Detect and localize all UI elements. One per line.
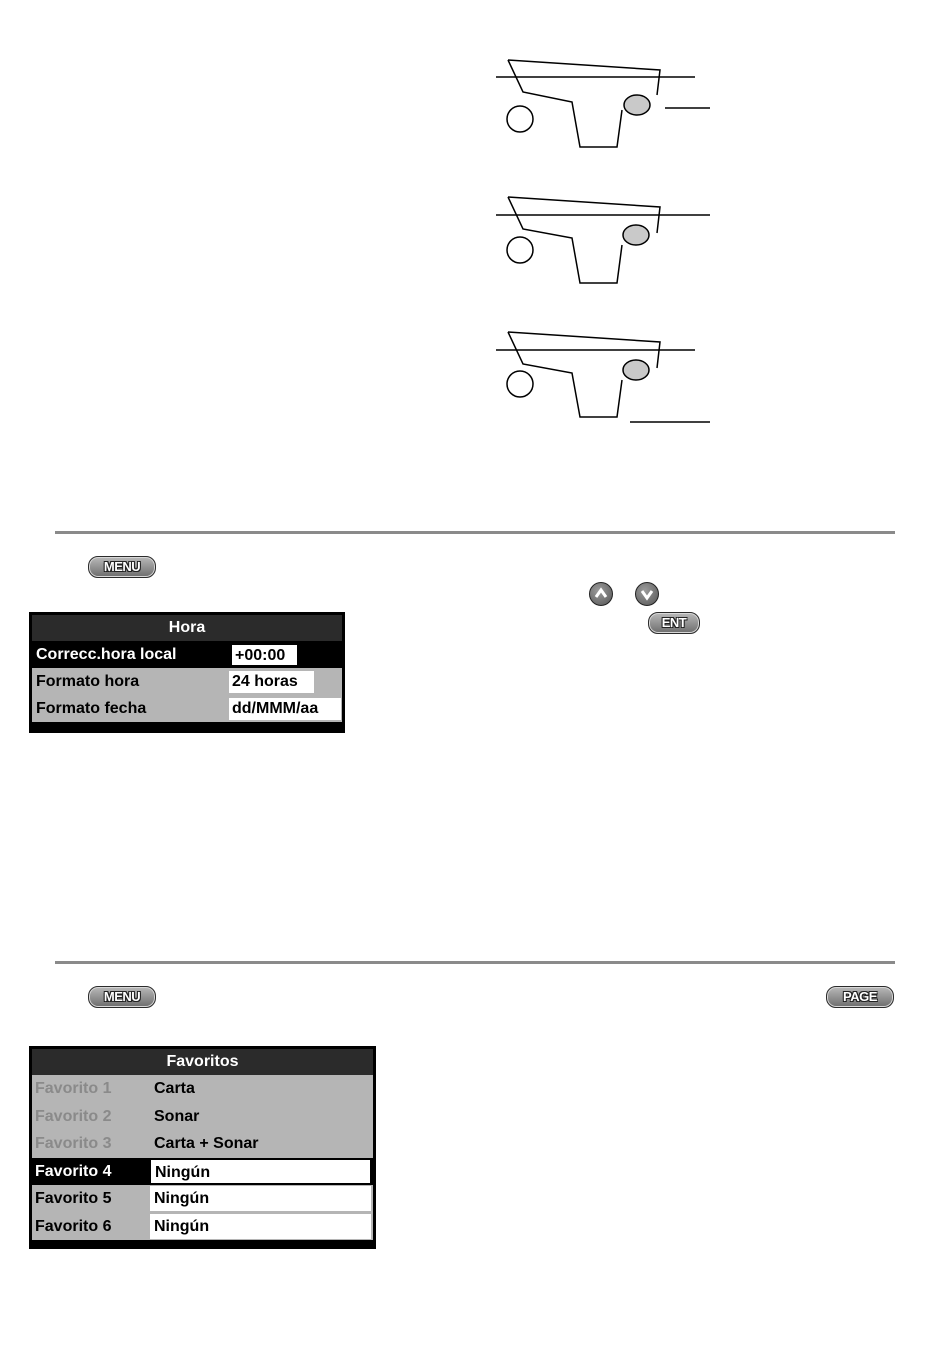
hora-row-label: Formato fecha: [36, 700, 147, 717]
favoritos-menu-body: [32, 1075, 373, 1240]
favorito-row-2[interactable]: [32, 1103, 373, 1131]
hora-row-label: Correcc.hora local: [36, 646, 177, 663]
favorito-row-1[interactable]: [32, 1075, 373, 1103]
hora-row-value[interactable]: dd/MMM/aa: [229, 698, 341, 720]
favorito-label: Favorito 3: [35, 1135, 112, 1152]
favorito-row-5[interactable]: [32, 1185, 373, 1213]
favoritos-menu-title: Favoritos: [32, 1049, 373, 1075]
transducer-diagram-2: [490, 185, 720, 305]
hora-menu: [29, 612, 345, 733]
ent-key-icon[interactable]: ENT: [648, 612, 700, 634]
hora-row-value[interactable]: 24 horas: [229, 671, 314, 693]
favorito-label: Favorito 4: [35, 1162, 112, 1180]
hora-row-date-format[interactable]: [32, 695, 342, 722]
favorito-row-3[interactable]: [32, 1130, 373, 1158]
hora-menu-title: Hora: [32, 615, 342, 641]
favorito-value: Sonar: [154, 1107, 200, 1125]
hora-row-local-offset[interactable]: [32, 641, 342, 668]
hora-row-label: Formato hora: [36, 673, 140, 690]
up-arrow-icon[interactable]: [589, 582, 613, 606]
transducer-diagram-3: [490, 320, 720, 440]
hora-row-value[interactable]: +00:00: [231, 644, 298, 666]
transducer-diagram-1: [490, 50, 720, 170]
favorito-row-4[interactable]: [32, 1158, 373, 1186]
section-divider: [55, 961, 895, 964]
favoritos-menu: [29, 1046, 376, 1249]
menu-key-icon[interactable]: MENU: [88, 556, 156, 578]
favorito-label: Favorito 6: [35, 1217, 112, 1235]
favorito-label: Favorito 5: [35, 1190, 112, 1207]
favorito-value: Carta: [154, 1080, 195, 1097]
down-arrow-icon[interactable]: [635, 582, 659, 606]
favorito-value[interactable]: Ningún: [150, 1159, 371, 1184]
favorito-value[interactable]: Ningún: [150, 1214, 371, 1239]
section-divider: [55, 531, 895, 534]
hora-row-time-format[interactable]: [32, 668, 342, 695]
hora-menu-body: [32, 641, 342, 722]
favorito-row-6[interactable]: [32, 1213, 373, 1241]
page-key-icon[interactable]: PAGE: [826, 986, 894, 1008]
favorito-value[interactable]: Ningún: [150, 1186, 371, 1211]
favorito-label: Favorito 1: [35, 1080, 112, 1097]
menu-key-icon[interactable]: MENU: [88, 986, 156, 1008]
favorito-label: Favorito 2: [35, 1107, 112, 1125]
favorito-value: Carta + Sonar: [154, 1135, 259, 1152]
